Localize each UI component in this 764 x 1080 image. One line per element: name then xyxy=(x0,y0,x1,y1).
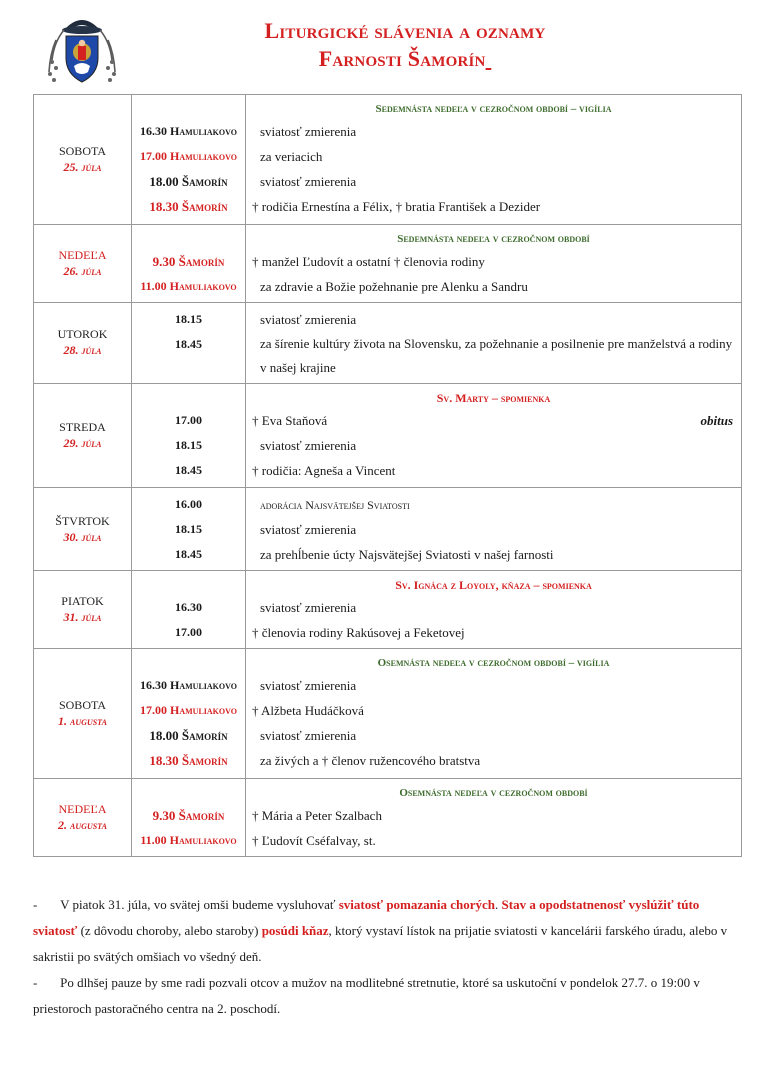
day-name: SOBOTA xyxy=(58,698,107,712)
liturgical-day-heading: Sv. Marty – spomienka xyxy=(436,390,551,405)
day-row xyxy=(34,571,742,649)
day-name: NEDEĽA xyxy=(58,247,107,262)
day-date: 26. júla xyxy=(63,263,102,278)
intention-text: † rodičia: Agneša a Vincent xyxy=(252,462,396,478)
day-row xyxy=(34,95,742,225)
day-row xyxy=(34,487,742,570)
bullet-dash: - xyxy=(33,897,38,912)
intention-text: za zdravie a Božie požehnanie pre Alenku a Sandru xyxy=(260,278,528,294)
intention-text: za veriacich xyxy=(260,149,323,164)
intention-text: adorácia Najsvätejšej Sviatosti xyxy=(260,497,410,512)
announcement-text: , ktorý vystaví lístok na prijatie sviatosti v kancelárii farského úradu, alebo v sakristii po svätých omšiach vo všedný deň. xyxy=(33,923,728,964)
mass-intention xyxy=(246,517,741,542)
times-cell xyxy=(132,778,246,856)
day-row xyxy=(34,383,742,487)
mass-intention xyxy=(246,433,741,458)
intention-text: † Mária a Peter Szalbach xyxy=(252,807,382,823)
mass-intention xyxy=(246,698,741,723)
mass-intention xyxy=(246,542,741,567)
mass-time: 18.15 xyxy=(175,311,202,326)
intention-text: za šírenie kultúry života na Slovensku, za požehnanie a posilnenie pre manželstvá a rodiny v našej krajine xyxy=(260,335,733,375)
day-name: SOBOTA xyxy=(58,143,107,158)
day-cell xyxy=(34,649,132,779)
liturgical-day-heading: Sedemnásta nedeľa v cezročnom období xyxy=(397,232,590,245)
announcement-text: (z dôvodu choroby, alebo staroby) xyxy=(77,923,262,938)
day-name: PIATOK xyxy=(61,594,104,609)
mass-time: 9.30 Šamorín xyxy=(152,253,225,269)
mass-intention xyxy=(246,620,741,645)
obitus-note: obitus xyxy=(700,412,733,428)
mass-time: 18.45 xyxy=(175,336,202,351)
mass-intention xyxy=(246,492,741,517)
time-spacer xyxy=(132,575,245,595)
time-spacer xyxy=(132,653,245,673)
mass-time: 9.30 Šamorín xyxy=(152,807,225,823)
mass-time: 18.15 xyxy=(175,437,202,452)
intention-text: sviatosť zmierenia xyxy=(260,678,357,694)
mass-intention xyxy=(246,307,741,332)
intention-text: sviatosť zmierenia xyxy=(260,521,357,537)
day-date: 1. augusta xyxy=(58,714,107,728)
mass-time: 18.45 xyxy=(175,462,202,477)
parish-coat-of-arms-logo xyxy=(44,10,120,86)
mass-intention xyxy=(246,595,741,620)
announcement-highlight: Stav a opodstatnenosť vyslúžiť túto sviatosť xyxy=(33,897,700,938)
intention-text: sviatosť zmierenia xyxy=(260,728,357,744)
mass-time: 17.00 xyxy=(175,625,202,640)
mass-intention xyxy=(246,332,741,380)
announcement-text: . xyxy=(495,897,502,912)
mass-time: 17.00 xyxy=(175,412,202,427)
day-cell xyxy=(34,383,132,487)
day-cell xyxy=(34,487,132,570)
day-row xyxy=(34,302,742,383)
announcement-highlight: sviatosť pomazania chorých xyxy=(338,897,496,912)
mass-intention xyxy=(246,458,741,483)
intention-text: † Ľudovít Cséfalvay, st. xyxy=(252,832,376,848)
day-cell xyxy=(34,95,132,225)
announcement-2 xyxy=(33,970,741,1022)
mass-time: 16.30 Hamuliakovo xyxy=(140,124,237,138)
intention-text: † Eva Staňová xyxy=(252,412,328,428)
mass-time: 17.00 Hamuliakovo xyxy=(140,149,237,163)
bullet-dash: - xyxy=(33,975,38,990)
mass-time: 18.30 Šamorín xyxy=(149,753,228,769)
liturgical-day-heading: Sedemnásta nedeľa v cezročnom období – vigília xyxy=(375,103,612,115)
day-date: 31. júla xyxy=(63,610,102,625)
mass-intention xyxy=(246,194,741,219)
mass-intention xyxy=(246,144,741,169)
intention-text: sviatosť zmierenia xyxy=(260,600,357,616)
announcements xyxy=(33,892,741,1022)
times-cell xyxy=(132,224,246,302)
mass-time: 16.30 xyxy=(175,600,202,615)
time-spacer xyxy=(132,783,245,803)
mass-intention xyxy=(246,723,741,748)
intention-text: za živých a † členov ružencového bratstva xyxy=(260,753,481,769)
events-cell xyxy=(246,95,742,225)
announcement-1 xyxy=(33,892,741,970)
times-cell xyxy=(132,302,246,383)
mass-intention xyxy=(246,673,741,698)
day-date: 2. augusta xyxy=(58,817,107,832)
mass-intention xyxy=(246,408,741,433)
times-cell xyxy=(132,95,246,225)
announcement-text: V piatok 31. júla, vo svätej omši budeme vysluhovať xyxy=(60,897,339,912)
events-cell xyxy=(246,571,742,649)
announcement-text: Po dlhšej pauze by sme radi pozvali otcov a mužov na modlitebné stretnutie, ktoré sa uskutoční v pondelok 27.7. o 19:00 v priestoroch pastoračného centra na 2. poschodí. xyxy=(33,975,700,1016)
intention-text: † členovia rodiny Rakúsovej a Feketovej xyxy=(252,625,465,641)
mass-intention xyxy=(246,274,741,299)
events-cell xyxy=(246,383,742,487)
mass-intention xyxy=(246,803,741,828)
day-row xyxy=(34,224,742,302)
mass-intention xyxy=(246,119,741,144)
events-cell xyxy=(246,649,742,779)
day-cell xyxy=(34,224,132,302)
day-row xyxy=(34,649,742,779)
intention-text: sviatosť zmierenia xyxy=(260,174,357,189)
mass-time: 16.30 Hamuliakovo xyxy=(140,678,237,693)
mass-intention xyxy=(246,249,741,274)
intention-text: sviatosť zmierenia xyxy=(260,124,357,139)
mass-time: 18.00 Šamorín xyxy=(149,728,228,744)
times-cell xyxy=(132,649,246,779)
time-spacer xyxy=(132,388,245,408)
day-cell xyxy=(34,778,132,856)
day-row xyxy=(34,778,742,856)
events-cell xyxy=(246,778,742,856)
time-spacer xyxy=(132,229,245,249)
mass-time: 16.00 xyxy=(175,496,202,511)
day-date: 25. júla xyxy=(63,159,102,174)
mass-intention xyxy=(246,169,741,194)
liturgy-schedule-table xyxy=(33,94,742,857)
day-date: 30. júla xyxy=(63,529,102,544)
day-date: 29. júla xyxy=(63,435,102,450)
day-name: UTOROK xyxy=(57,327,108,342)
intention-text: † manžel Ľudovít a ostatní † členovia rodiny xyxy=(252,253,485,269)
intention-text: za prehĺbenie úcty Najsvätejšej Sviatosti v našej farnosti xyxy=(260,546,554,562)
page-title-line-2: Farnosti Šamorín xyxy=(318,46,486,71)
mass-time: 18.30 Šamorín xyxy=(149,199,228,214)
liturgical-day-heading: Sv. Ignáca z Loyoly, kňaza – spomienka xyxy=(395,578,592,593)
mass-time: 11.00 Hamuliakovo xyxy=(140,278,237,293)
day-date: 28. júla xyxy=(63,343,102,358)
mass-time: 18.00 Šamorín xyxy=(149,174,228,189)
times-cell xyxy=(132,487,246,570)
intention-text: † Alžbeta Hudáčková xyxy=(252,703,364,719)
mass-time: 11.00 Hamuliakovo xyxy=(140,832,237,847)
liturgical-day-heading: Osemnásta nedeľa v cezročnom období – vigília xyxy=(377,657,610,670)
times-cell xyxy=(132,571,246,649)
mass-time: 18.15 xyxy=(175,521,202,536)
announcement-highlight: posúdi kňaz xyxy=(261,923,329,938)
time-spacer xyxy=(132,99,245,119)
schedule-body xyxy=(34,95,742,857)
mass-time: 18.45 xyxy=(175,546,202,561)
day-name: STREDA xyxy=(59,419,106,434)
mass-intention xyxy=(246,828,741,853)
mass-intention xyxy=(246,748,741,773)
events-cell xyxy=(246,487,742,570)
events-cell xyxy=(246,302,742,383)
intention-text: sviatosť zmierenia xyxy=(260,311,357,327)
liturgical-day-heading: Osemnásta nedeľa v cezročnom období xyxy=(399,786,588,799)
events-cell xyxy=(246,224,742,302)
mass-time: 17.00 Hamuliakovo xyxy=(140,703,237,718)
intention-text: † rodičia Ernestína a Félix, † bratia František a Dezider xyxy=(252,199,541,214)
day-name: NEDEĽA xyxy=(58,801,107,816)
times-cell xyxy=(132,383,246,487)
page-title-line-1: Liturgické slávenia a oznamy xyxy=(264,18,546,43)
day-cell xyxy=(34,302,132,383)
day-cell xyxy=(34,571,132,649)
day-name: ŠTVRTOK xyxy=(55,513,110,528)
intention-text: sviatosť zmierenia xyxy=(260,437,357,453)
